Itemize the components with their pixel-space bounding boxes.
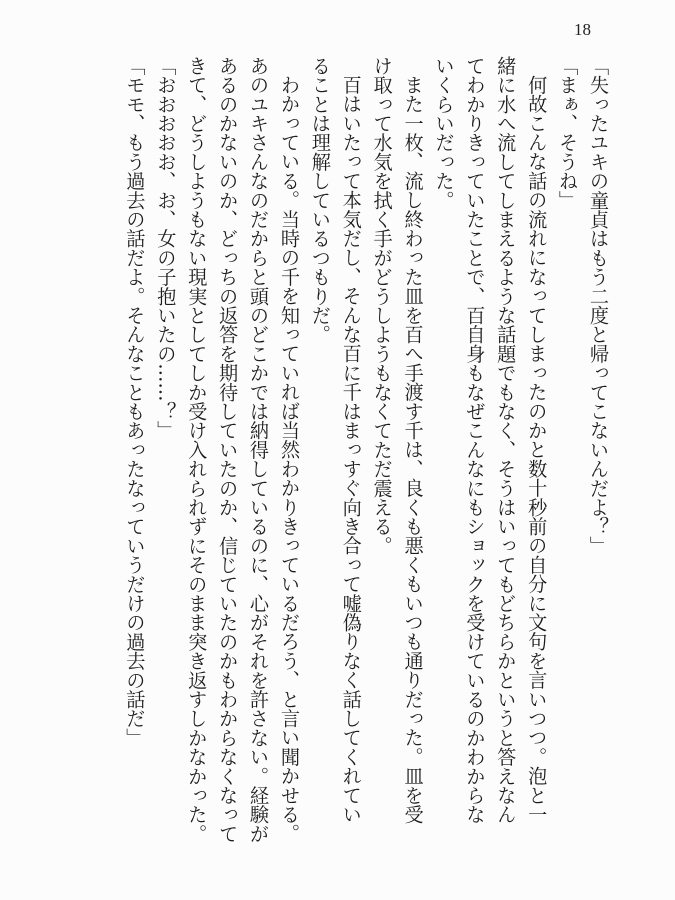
text-line: 「失ったユキの童貞はもう二度と帰ってこないんだよ？」 (587, 56, 610, 556)
text-line: わかっている。当時の千を知っていれば当然わかりきっているだろう、と言い聞かせる。 (277, 75, 301, 844)
vertical-text-body (119, 56, 614, 856)
text-line: いくらいだった。 (432, 56, 456, 210)
text-line: 緒に水へ流してしまえるような話題でもなく、そうはいってもどちらかというと答えなん (494, 56, 518, 824)
text-line: 百はいたって本気だし、そんな百に千はまっすぐ向き合って嘘偽りなく話してくれてい (339, 75, 363, 824)
text-line: 「おおおおお、お、女の子抱いたの……？」 (154, 56, 178, 440)
text-line: 「モモ、もう過去の話だよ。そんなこともあったなっていうだけの過去の話だ」 (123, 56, 147, 748)
text-line: てわかりきっていたことで、百自身もなぜこんなにもショックを受けているのかわからな (463, 56, 487, 824)
text-line: あるのかないのか、どっちの返答を期待していたのか、信じていたのかもわからなくなって (216, 56, 240, 844)
text-line: きて、どうしようもない現実としてしか受け入れられずにそのまま突き返すしかなかった。 (185, 56, 209, 844)
text-line: け取って水気を拭く手がどうしようもなくてただ震える。 (370, 56, 394, 556)
text-line: 何故こんな話の流れになってしまったのかと数十秒前の自分に文句を言いつつ。泡と一 (525, 75, 549, 824)
text-line: ることは理解しているつもりだ。 (308, 56, 332, 344)
text-line: あのユキさんなのだからと頭のどこかでは納得しているのに、心がそれを許さない。経験が (247, 56, 271, 844)
page-number: 18 (574, 20, 591, 39)
text-line: また一枚、流し終わった皿を百へ手渡す千は、良くも悪くもいつも通りだった。皿を受 (401, 75, 425, 824)
text-line: 「まぁ、そうね」 (556, 56, 580, 210)
